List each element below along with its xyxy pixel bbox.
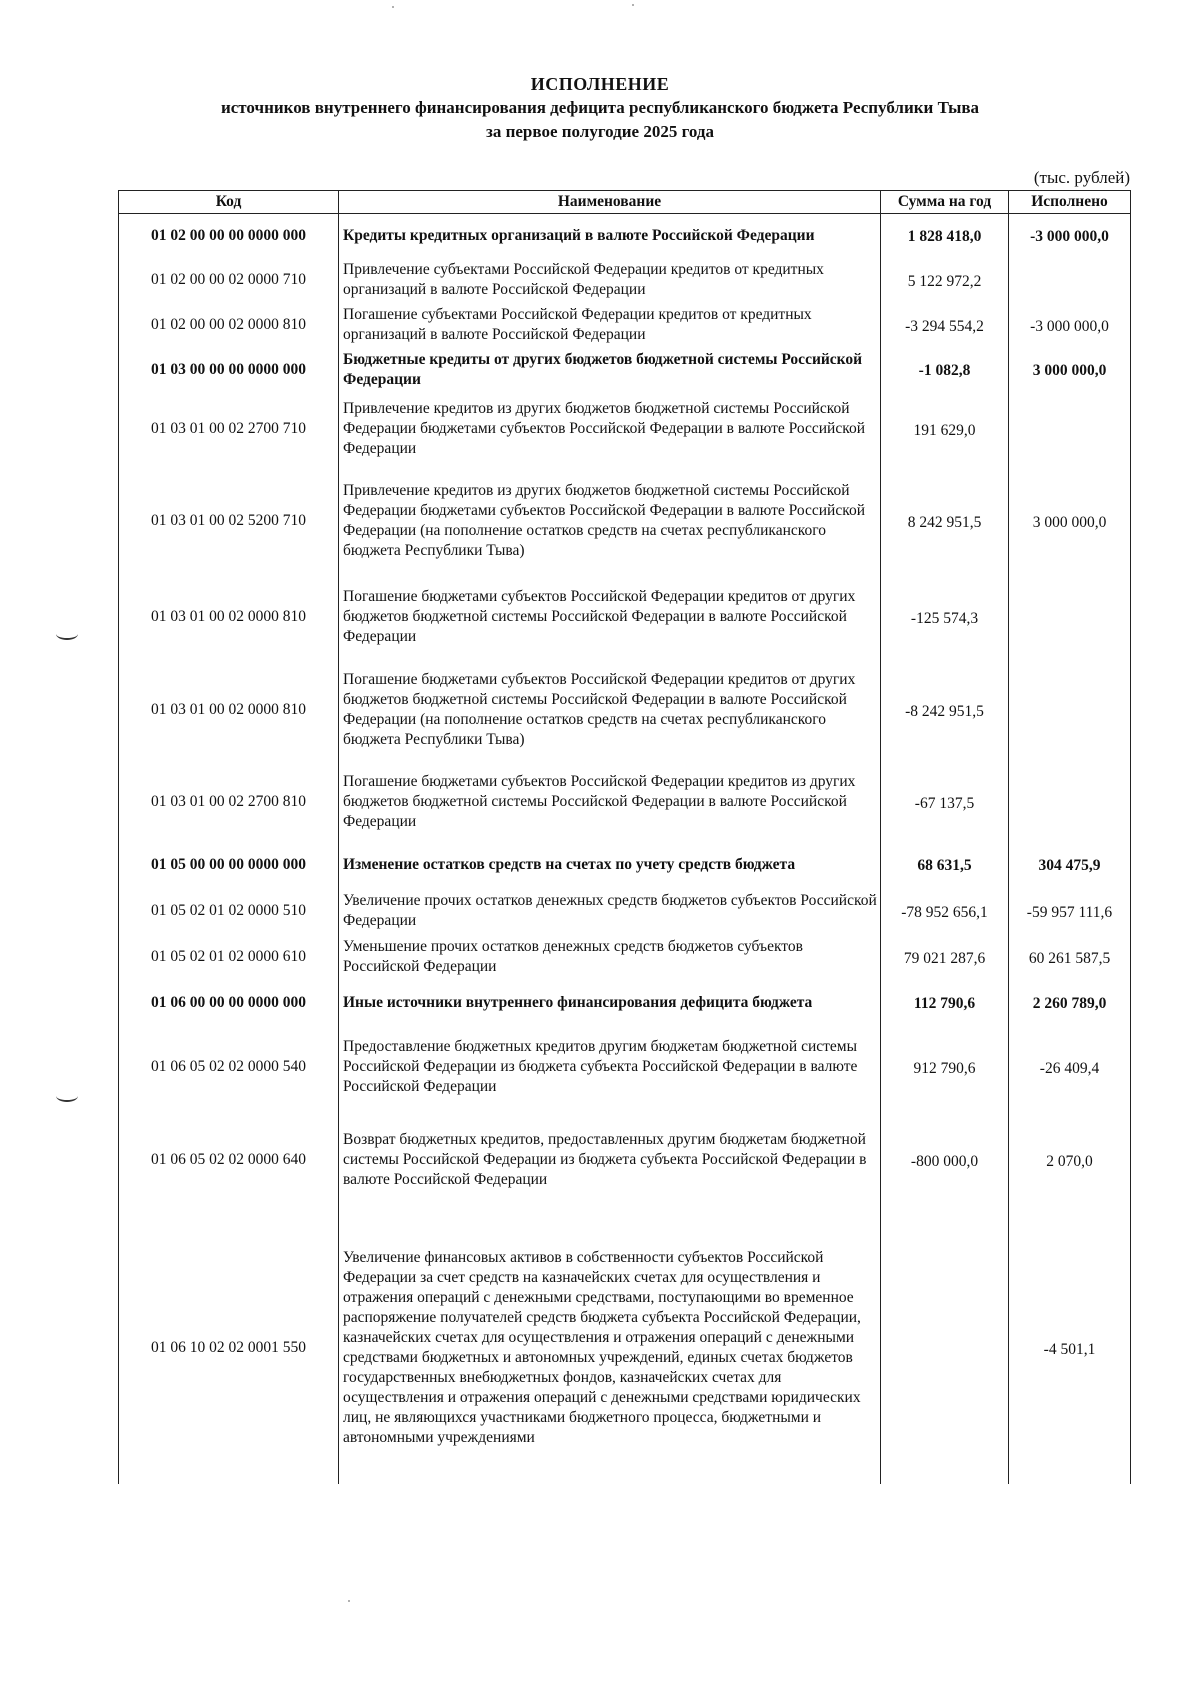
units-label: (тыс. рублей) bbox=[1033, 168, 1130, 187]
table-row bbox=[119, 1026, 1131, 1108]
margin-mark bbox=[56, 1090, 78, 1102]
row-name: Погашение субъектами Российской Федерации кредитов от кредитных организаций в валюте Российской Федерации bbox=[339, 302, 881, 348]
row-plan: 112 790,6 bbox=[881, 980, 1009, 1026]
document-subtitle-line1: источников внутреннего финансирования дефицита республиканского бюджета Республики Тыва bbox=[220, 98, 980, 117]
title-block bbox=[0, 72, 1200, 144]
document-title: ИСПОЛНЕНИЕ bbox=[530, 74, 670, 94]
table-row bbox=[119, 842, 1131, 888]
row-code: 01 02 00 00 00 0000 000 bbox=[119, 214, 339, 258]
table-row bbox=[119, 302, 1131, 348]
row-done: -26 409,4 bbox=[1009, 1026, 1131, 1108]
table-row bbox=[119, 934, 1131, 980]
row-code: 01 03 01 00 02 0000 810 bbox=[119, 576, 339, 658]
row-done: 3 000 000,0 bbox=[1009, 348, 1131, 392]
row-code: 01 03 01 00 02 2700 710 bbox=[119, 392, 339, 466]
row-code: 01 02 00 00 02 0000 710 bbox=[119, 258, 339, 302]
row-name: Привлечение кредитов из других бюджетов бюджетной системы Российской Федерации бюджетами субъектов Российской Федерации в валюте Российской Федерации (на пополнение остатков средств на счетах республиканского бюджета Республики Тыва) bbox=[339, 466, 881, 576]
row-plan: 79 021 287,6 bbox=[881, 934, 1009, 980]
row-done: 2 070,0 bbox=[1009, 1108, 1131, 1212]
document-subtitle-line2: за первое полугодие 2025 года bbox=[486, 122, 714, 141]
row-code: 01 06 05 02 02 0000 540 bbox=[119, 1026, 339, 1108]
table-header-row bbox=[119, 191, 1131, 214]
row-code: 01 03 00 00 00 0000 000 bbox=[119, 348, 339, 392]
scan-speck bbox=[392, 6, 394, 8]
row-name: Погашение бюджетами субъектов Российской Федерации кредитов из других бюджетов бюджетной системы Российской Федерации в валюте Российской Федерации bbox=[339, 762, 881, 842]
table-row bbox=[119, 214, 1131, 258]
row-code: 01 03 01 00 02 0000 810 bbox=[119, 658, 339, 762]
row-done: 2 260 789,0 bbox=[1009, 980, 1131, 1026]
row-plan: -3 294 554,2 bbox=[881, 302, 1009, 348]
row-code: 01 05 02 01 02 0000 510 bbox=[119, 888, 339, 934]
table-row bbox=[119, 392, 1131, 466]
row-code: 01 05 00 00 00 0000 000 bbox=[119, 842, 339, 888]
row-done bbox=[1009, 762, 1131, 842]
row-done: -59 957 111,6 bbox=[1009, 888, 1131, 934]
row-done: 60 261 587,5 bbox=[1009, 934, 1131, 980]
row-plan: 68 631,5 bbox=[881, 842, 1009, 888]
row-name: Изменение остатков средств на счетах по учету средств бюджета bbox=[339, 842, 881, 888]
row-name: Привлечение субъектами Российской Федерации кредитов от кредитных организаций в валюте Российской Федерации bbox=[339, 258, 881, 302]
table-row bbox=[119, 762, 1131, 842]
row-name: Кредиты кредитных организаций в валюте Российской Федерации bbox=[339, 214, 881, 258]
table-row bbox=[119, 658, 1131, 762]
row-name: Возврат бюджетных кредитов, предоставленных другим бюджетам бюджетной системы Российской Федерации из бюджета субъекта Российской Федерации в валюте Российской Федерации bbox=[339, 1108, 881, 1212]
row-done: 304 475,9 bbox=[1009, 842, 1131, 888]
row-done: -3 000 000,0 bbox=[1009, 302, 1131, 348]
column-header-code: Код bbox=[119, 191, 339, 214]
row-name: Уменьшение прочих остатков денежных средств бюджетов субъектов Российской Федерации bbox=[339, 934, 881, 980]
row-code: 01 05 02 01 02 0000 610 bbox=[119, 934, 339, 980]
row-name: Предоставление бюджетных кредитов другим бюджетам бюджетной системы Российской Федерации из бюджета субъекта Российской Федерации в валюте Российской Федерации bbox=[339, 1026, 881, 1108]
table-row bbox=[119, 888, 1131, 934]
row-done bbox=[1009, 658, 1131, 762]
row-plan: -67 137,5 bbox=[881, 762, 1009, 842]
row-name: Погашение бюджетами субъектов Российской Федерации кредитов от других бюджетов бюджетной системы Российской Федерации в валюте Российской Федерации (на пополнение остатков средств на счетах республиканского бюджета Республики Тыва) bbox=[339, 658, 881, 762]
row-plan: 1 828 418,0 bbox=[881, 214, 1009, 258]
row-plan: 912 790,6 bbox=[881, 1026, 1009, 1108]
scan-speck bbox=[632, 4, 634, 6]
row-code: 01 02 00 00 02 0000 810 bbox=[119, 302, 339, 348]
row-done bbox=[1009, 576, 1131, 658]
table-row bbox=[119, 466, 1131, 576]
table-row bbox=[119, 348, 1131, 392]
column-header-plan: Сумма на год bbox=[881, 191, 1009, 214]
row-done bbox=[1009, 392, 1131, 466]
row-done: 3 000 000,0 bbox=[1009, 466, 1131, 576]
table-row bbox=[119, 576, 1131, 658]
row-plan: -78 952 656,1 bbox=[881, 888, 1009, 934]
row-plan: -125 574,3 bbox=[881, 576, 1009, 658]
scan-speck bbox=[348, 1600, 350, 1602]
row-code: 01 06 00 00 00 0000 000 bbox=[119, 980, 339, 1026]
row-plan: -800 000,0 bbox=[881, 1108, 1009, 1212]
row-name: Увеличение финансовых активов в собственности субъектов Российской Федерации за счет средств на казначейских счетах для осуществления и отражения операций с денежными средствами, поступающими во временное распоряжение получателей средств бюджета субъекта Российской Федерации, казначейских счетах для осуществления и отражения операций с денежными средствами бюджетных и автономных учреждений, единых счетах бюджетов государственных внебюджетных фондов, казначейских счетах для осуществления и отражения операций с денежными средствами юридических лиц, не являющихся участниками бюджетного процесса, бюджетными и автономными учреждениями bbox=[339, 1212, 881, 1484]
row-done bbox=[1009, 258, 1131, 302]
row-code: 01 06 10 02 02 0001 550 bbox=[119, 1212, 339, 1484]
table-row bbox=[119, 258, 1131, 302]
budget-sources-table bbox=[118, 190, 1131, 1484]
row-plan: -8 242 951,5 bbox=[881, 658, 1009, 762]
table-row bbox=[119, 1212, 1131, 1484]
row-plan: 191 629,0 bbox=[881, 392, 1009, 466]
row-name: Погашение бюджетами субъектов Российской Федерации кредитов от других бюджетов бюджетной системы Российской Федерации в валюте Российской Федерации bbox=[339, 576, 881, 658]
row-plan bbox=[881, 1212, 1009, 1484]
row-plan: 5 122 972,2 bbox=[881, 258, 1009, 302]
column-header-done: Исполнено bbox=[1009, 191, 1131, 214]
row-code: 01 03 01 00 02 5200 710 bbox=[119, 466, 339, 576]
row-name: Бюджетные кредиты от других бюджетов бюджетной системы Российской Федерации bbox=[339, 348, 881, 392]
row-done: -3 000 000,0 bbox=[1009, 214, 1131, 258]
table-row bbox=[119, 1108, 1131, 1212]
row-name: Привлечение кредитов из других бюджетов бюджетной системы Российской Федерации бюджетами субъектов Российской Федерации в валюте Российской Федерации bbox=[339, 392, 881, 466]
row-code: 01 06 05 02 02 0000 640 bbox=[119, 1108, 339, 1212]
row-name: Иные источники внутреннего финансирования дефицита бюджета bbox=[339, 980, 881, 1026]
row-code: 01 03 01 00 02 2700 810 bbox=[119, 762, 339, 842]
row-name: Увеличение прочих остатков денежных средств бюджетов субъектов Российской Федерации bbox=[339, 888, 881, 934]
row-done: -4 501,1 bbox=[1009, 1212, 1131, 1484]
margin-mark bbox=[56, 628, 78, 640]
column-header-name: Наименование bbox=[339, 191, 881, 214]
row-plan: -1 082,8 bbox=[881, 348, 1009, 392]
table-row bbox=[119, 980, 1131, 1026]
row-plan: 8 242 951,5 bbox=[881, 466, 1009, 576]
